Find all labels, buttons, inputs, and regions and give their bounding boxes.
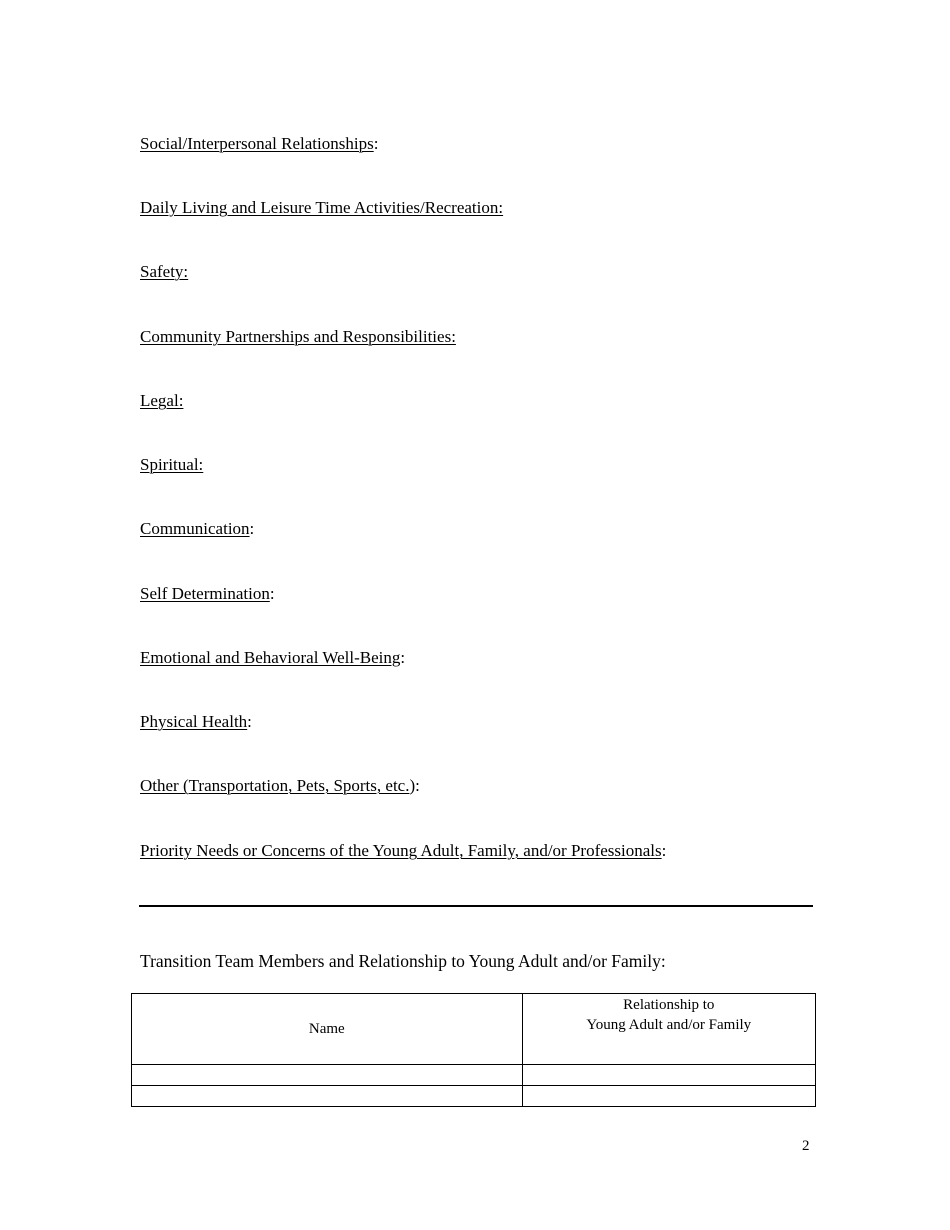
section-label: Communication <box>140 519 250 538</box>
section-label: Other (Transportation, Pets, Sports, etc. <box>140 776 410 795</box>
section-suffix: : <box>373 134 379 153</box>
name-cell[interactable] <box>132 1065 523 1086</box>
section-label: Legal: <box>140 391 184 410</box>
section-label: Emotional and Behavioral Well-Being <box>140 648 401 667</box>
section-heading-community <box>140 327 456 347</box>
section-suffix: : <box>247 712 252 731</box>
relationship-cell[interactable] <box>522 1086 815 1107</box>
section-heading-daily-living <box>140 198 503 218</box>
relationship-header-line1: Relationship to <box>623 997 715 1013</box>
section-label: Community Partnerships and Responsibilities: <box>140 327 456 346</box>
section-label: Priority Needs or Concerns of the Young Adult, Family, and/or Professionals <box>140 841 662 860</box>
page-number: 2 <box>802 1138 810 1154</box>
relationship-header-line2: Young Adult and/or Family <box>586 1017 752 1033</box>
horizontal-divider <box>139 905 813 907</box>
table-row <box>132 1065 816 1086</box>
section-heading-spiritual <box>140 455 203 475</box>
section-suffix: : <box>400 648 406 667</box>
section-label: Daily Living and Leisure Time Activities/Recreation: <box>140 198 504 217</box>
section-heading-social <box>140 134 378 154</box>
table-header-row <box>132 994 816 1065</box>
column-header-relationship <box>522 994 815 1065</box>
team-members-title: Transition Team Members and Relationship to Young Adult and/or Family: <box>140 951 666 971</box>
table-row <box>132 1086 816 1107</box>
section-heading-physical-health <box>140 712 252 732</box>
section-suffix: : <box>249 519 255 538</box>
section-suffix: : <box>661 841 667 860</box>
section-suffix: : <box>269 584 275 603</box>
team-members-table <box>131 993 816 1107</box>
section-heading-communication <box>140 519 254 539</box>
section-label: Spiritual: <box>140 455 204 474</box>
column-header-name: Name <box>132 994 523 1065</box>
relationship-cell[interactable] <box>522 1065 815 1086</box>
section-label: Safety: <box>140 262 189 281</box>
name-cell[interactable] <box>132 1086 523 1107</box>
section-heading-self-determination <box>140 584 275 604</box>
section-label: Self Determination <box>140 584 270 603</box>
section-heading-legal <box>140 391 183 411</box>
section-label: Physical Health <box>140 712 248 731</box>
section-heading-safety <box>140 262 188 282</box>
section-heading-priority-needs <box>140 841 666 861</box>
section-suffix: ): <box>409 776 420 795</box>
section-heading-emotional <box>140 648 405 668</box>
section-heading-other <box>140 776 420 796</box>
section-label: Social/Interpersonal Relationships <box>140 134 374 153</box>
